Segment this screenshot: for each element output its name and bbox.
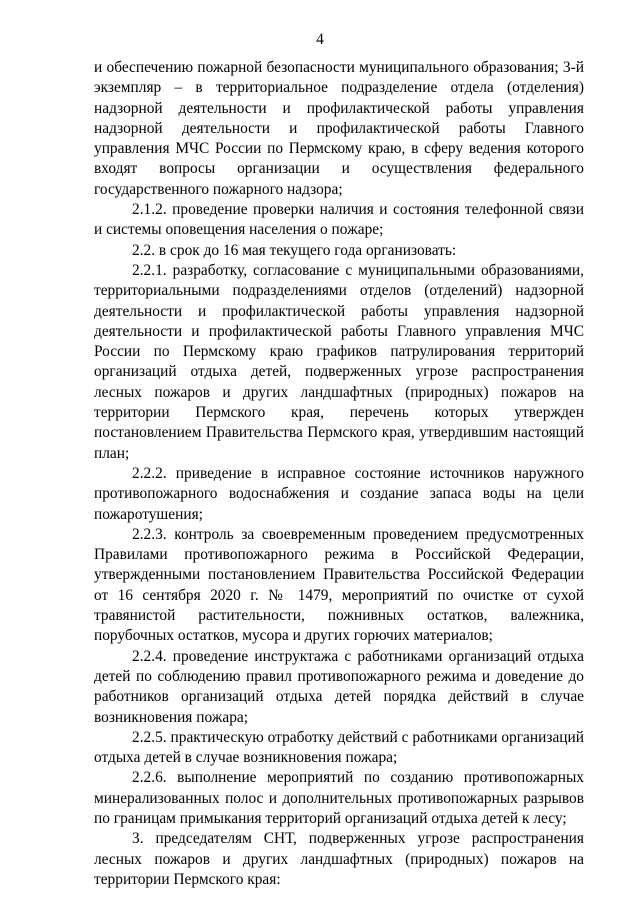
paragraph-2-2-1: 2.2.1. разработку, согласование с муниципальными образованиями, территориальными подразделениями отделов (отделений) надзорной деятельности и профилактической работы управления надзорной деятельности и профилактической работы Главного управления МЧС России по Пермскому краю графиков патрулирования территорий организаций отдыха детей, подверженных угрозе распространения лесных пожаров и других ландшафтных (природных) пожаров на территории Пермского края, перечень которых утвержден постановлением Правительства Пермского края, утвердившим настоящий план; — [94, 261, 584, 462]
page-number: 4 — [316, 31, 324, 48]
paragraph-2-2-2: 2.2.2. приведение в исправное состояние источников наружного противопожарного водоснабжения и создание запаса воды на цели пожаротушения; — [94, 464, 584, 523]
paragraph-2-2-6: 2.2.6. выполнение мероприятий по созданию противопожарных минерализованных полос и дополнительных противопожарных разрывов по границам примыкания территорий организаций отдыха детей к лесу; — [94, 769, 584, 827]
document-body — [94, 58, 584, 890]
paragraph-2-2-5: 2.2.5. практическую отработку действий с работниками организаций отдыха детей в случае возникновения пожара; — [94, 728, 584, 767]
paragraph-2-2-3: 2.2.3. контроль за своевременным проведением предусмотренных Правилами противопожарного режима в Российской Федерации, утвержденными постановлением Правительства Российской Федерации от 16 сентября 2020 г. № 1479, мероприятий по очистке от сухой травянистой растительности, пожнивных остатков, валежника, порубочных остатков, мусора и других горючих материалов; — [94, 525, 584, 645]
paragraph-2-1-2: 2.1.2. проведение проверки наличия и состояния телефонной связи и системы оповещения населения о пожаре; — [94, 201, 584, 239]
paragraph-3: 3. председателям СНТ, подверженных угрозе распространения лесных пожаров и других ландшафтных (природных) пожаров на территории Пермского края: — [94, 830, 584, 888]
paragraph-2-2-4: 2.2.4. проведение инструктажа с работниками организаций отдыха детей по соблюдению правил противопожарного режима и доведение до работников организаций отдыха детей порядка действий в случае возникновения пожара; — [94, 647, 584, 726]
paragraph-2-2: 2.2. в срок до 16 мая текущего года организовать: — [132, 241, 457, 259]
paragraph-continuation: и обеспечению пожарной безопасности муниципального образования; 3-й экземпляр – в территориальное подразделение отдела (отделения) надзорной деятельности и профилактической работы управления надзорной деятельности и профилактической работы Главного управления МЧС России по Пермскому краю, в сферу ведения которого входят вопросы организации и осуществления федерального государственного пожарного надзора; — [94, 59, 584, 198]
